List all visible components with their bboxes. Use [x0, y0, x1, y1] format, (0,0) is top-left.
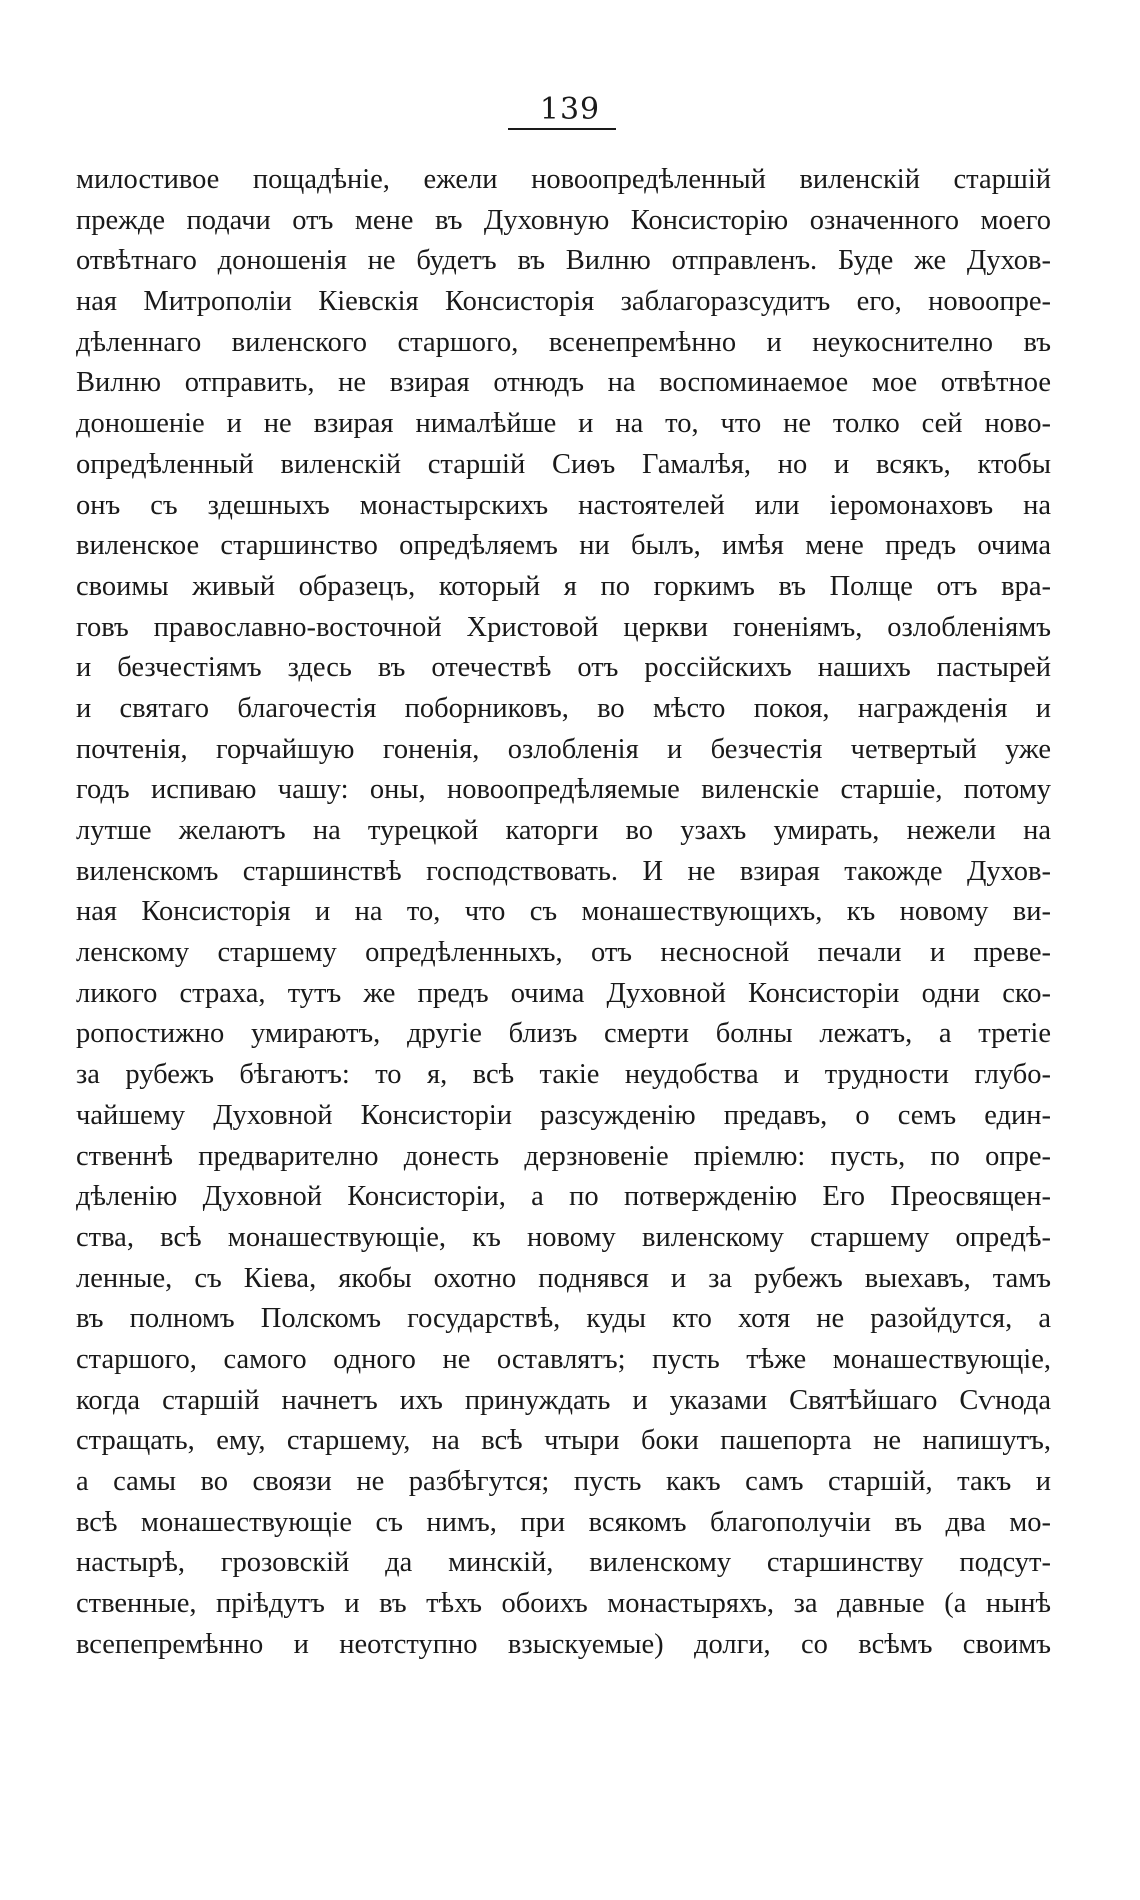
- text-line: ленные, съ Кіева, якобы охотно поднявся и за рубежъ выехавъ, тамъ: [76, 1262, 1051, 1294]
- text-line: ства, всѣ монашествующіе, къ новому виленскому старшему опредѣ-: [76, 1221, 1051, 1253]
- text-line: ная Консисторія и на то, что съ монашествующихъ, къ новому ви-: [76, 896, 1051, 928]
- text-line: ленскому старшему опредѣленныхъ, отъ несносной печали и преве-: [76, 937, 1051, 969]
- text-line: отвѣтнаго доношенія не будетъ въ Вилню отправленъ. Буде же Духов-: [76, 245, 1051, 277]
- text-line: и безчестіямъ здесь въ отечествѣ отъ россійскихъ нашихъ пастырей: [76, 652, 1051, 684]
- text-line: въ полномъ Полскомъ государствѣ, куды кто хотя не разойдутся, а: [76, 1303, 1051, 1335]
- page-number-underline: [508, 128, 616, 130]
- text-line: ликого страха, тутъ же предъ очима Духовной Консисторіи одни ско-: [76, 977, 1051, 1009]
- text-line: дѣленнаго виленского старшого, всенепремѣнно и неукоснително въ: [76, 326, 1051, 358]
- text-line: прежде подачи отъ мене въ Духовную Консисторію означенного моего: [76, 204, 1051, 236]
- text-line: виленскомъ старшинствѣ господствовать. И не взирая такожде Духов-: [76, 855, 1051, 887]
- body-text: [76, 160, 1051, 1665]
- text-line: лутше желаютъ на турецкой каторги во узахъ умирать, нежели на: [76, 815, 1051, 846]
- text-line: старшого, самого одного не оставлятъ; пусть тѣже монашествующіе,: [76, 1343, 1051, 1375]
- text-line: онъ съ здешныхъ монастырскихъ настоятелей или іеромонаховъ на: [76, 489, 1051, 521]
- text-line: чайшему Духовной Консисторіи разсужденію предавъ, о семъ един-: [76, 1099, 1051, 1131]
- text-line: дѣленію Духовной Консисторіи, а по потвержденію Его Преосвящен-: [76, 1181, 1051, 1213]
- text-line: а самы во своязи не разбѣгутся; пусть какъ самъ старшій, такъ и: [76, 1466, 1051, 1497]
- text-line: опредѣленный виленскій старшій Сиѳъ Гамалѣя, но и всякъ, ктобы: [76, 448, 1051, 480]
- text-line: и святаго благочестія поборниковъ, во мѣсто покоя, награжденія и: [76, 692, 1051, 724]
- text-line: виленское старшинство опредѣляемъ ни былъ, имѣя мене предъ очима: [76, 530, 1051, 562]
- text-line: милостивое пощадѣніе, ежели новоопредѣленный виленскій старшій: [76, 164, 1051, 195]
- text-line: ропостижно умираютъ, другіе близъ смерти болны лежатъ, а третіе: [76, 1018, 1051, 1050]
- text-line: почтенія, горчайшую гоненія, озлобленія и безчестія четвертый уже: [76, 733, 1051, 765]
- text-line: говъ православно-восточной Христовой церкви гоненіямъ, озлобленіямъ: [76, 611, 1051, 643]
- text-line: ная Митрополіи Кіевскія Консисторія заблагоразсудитъ его, новоопре-: [76, 286, 1051, 318]
- text-line: ственные, пріѣдутъ и въ тѣхъ обоихъ монастыряхъ, за давные (а нынѣ: [76, 1588, 1051, 1620]
- text-line: когда старшій начнетъ ихъ принуждать и указами Святѣйшаго Сѵнода: [76, 1384, 1051, 1416]
- text-line: ственнѣ предварително донесть дерзновеніе пріемлю: пусть, по опре-: [76, 1140, 1051, 1172]
- text-line: настырѣ, грозовскій да минскій, виленскому старшинству подсут-: [76, 1547, 1051, 1579]
- text-line: доношеніе и не взирая нималѣйше и на то, что не толко сей ново-: [76, 408, 1051, 440]
- page-number: 139: [539, 92, 601, 127]
- text-line: стращать, ему, старшему, на всѣ чтыри боки пашепорта не напишутъ,: [76, 1425, 1051, 1457]
- text-line: годъ испиваю чашу: оны, новоопредѣляемые виленскіе старшіе, потому: [76, 774, 1051, 806]
- text-line: за рубежъ бѣгаютъ: то я, всѣ такіе неудобства и трудности глубо-: [76, 1059, 1051, 1091]
- text-line: всепепремѣнно и неотступно взыскуемые) долги, со всѣмъ своимъ: [76, 1628, 1051, 1660]
- text-line: своимы живый образецъ, который я по горкимъ въ Полще отъ вра-: [76, 570, 1051, 602]
- text-line: Вилню отправить, не взирая отнюдъ на воспоминаемое мое отвѣтное: [76, 367, 1051, 399]
- text-line: всѣ монашествующіе съ нимъ, при всякомъ благополучіи въ два мо-: [76, 1506, 1051, 1538]
